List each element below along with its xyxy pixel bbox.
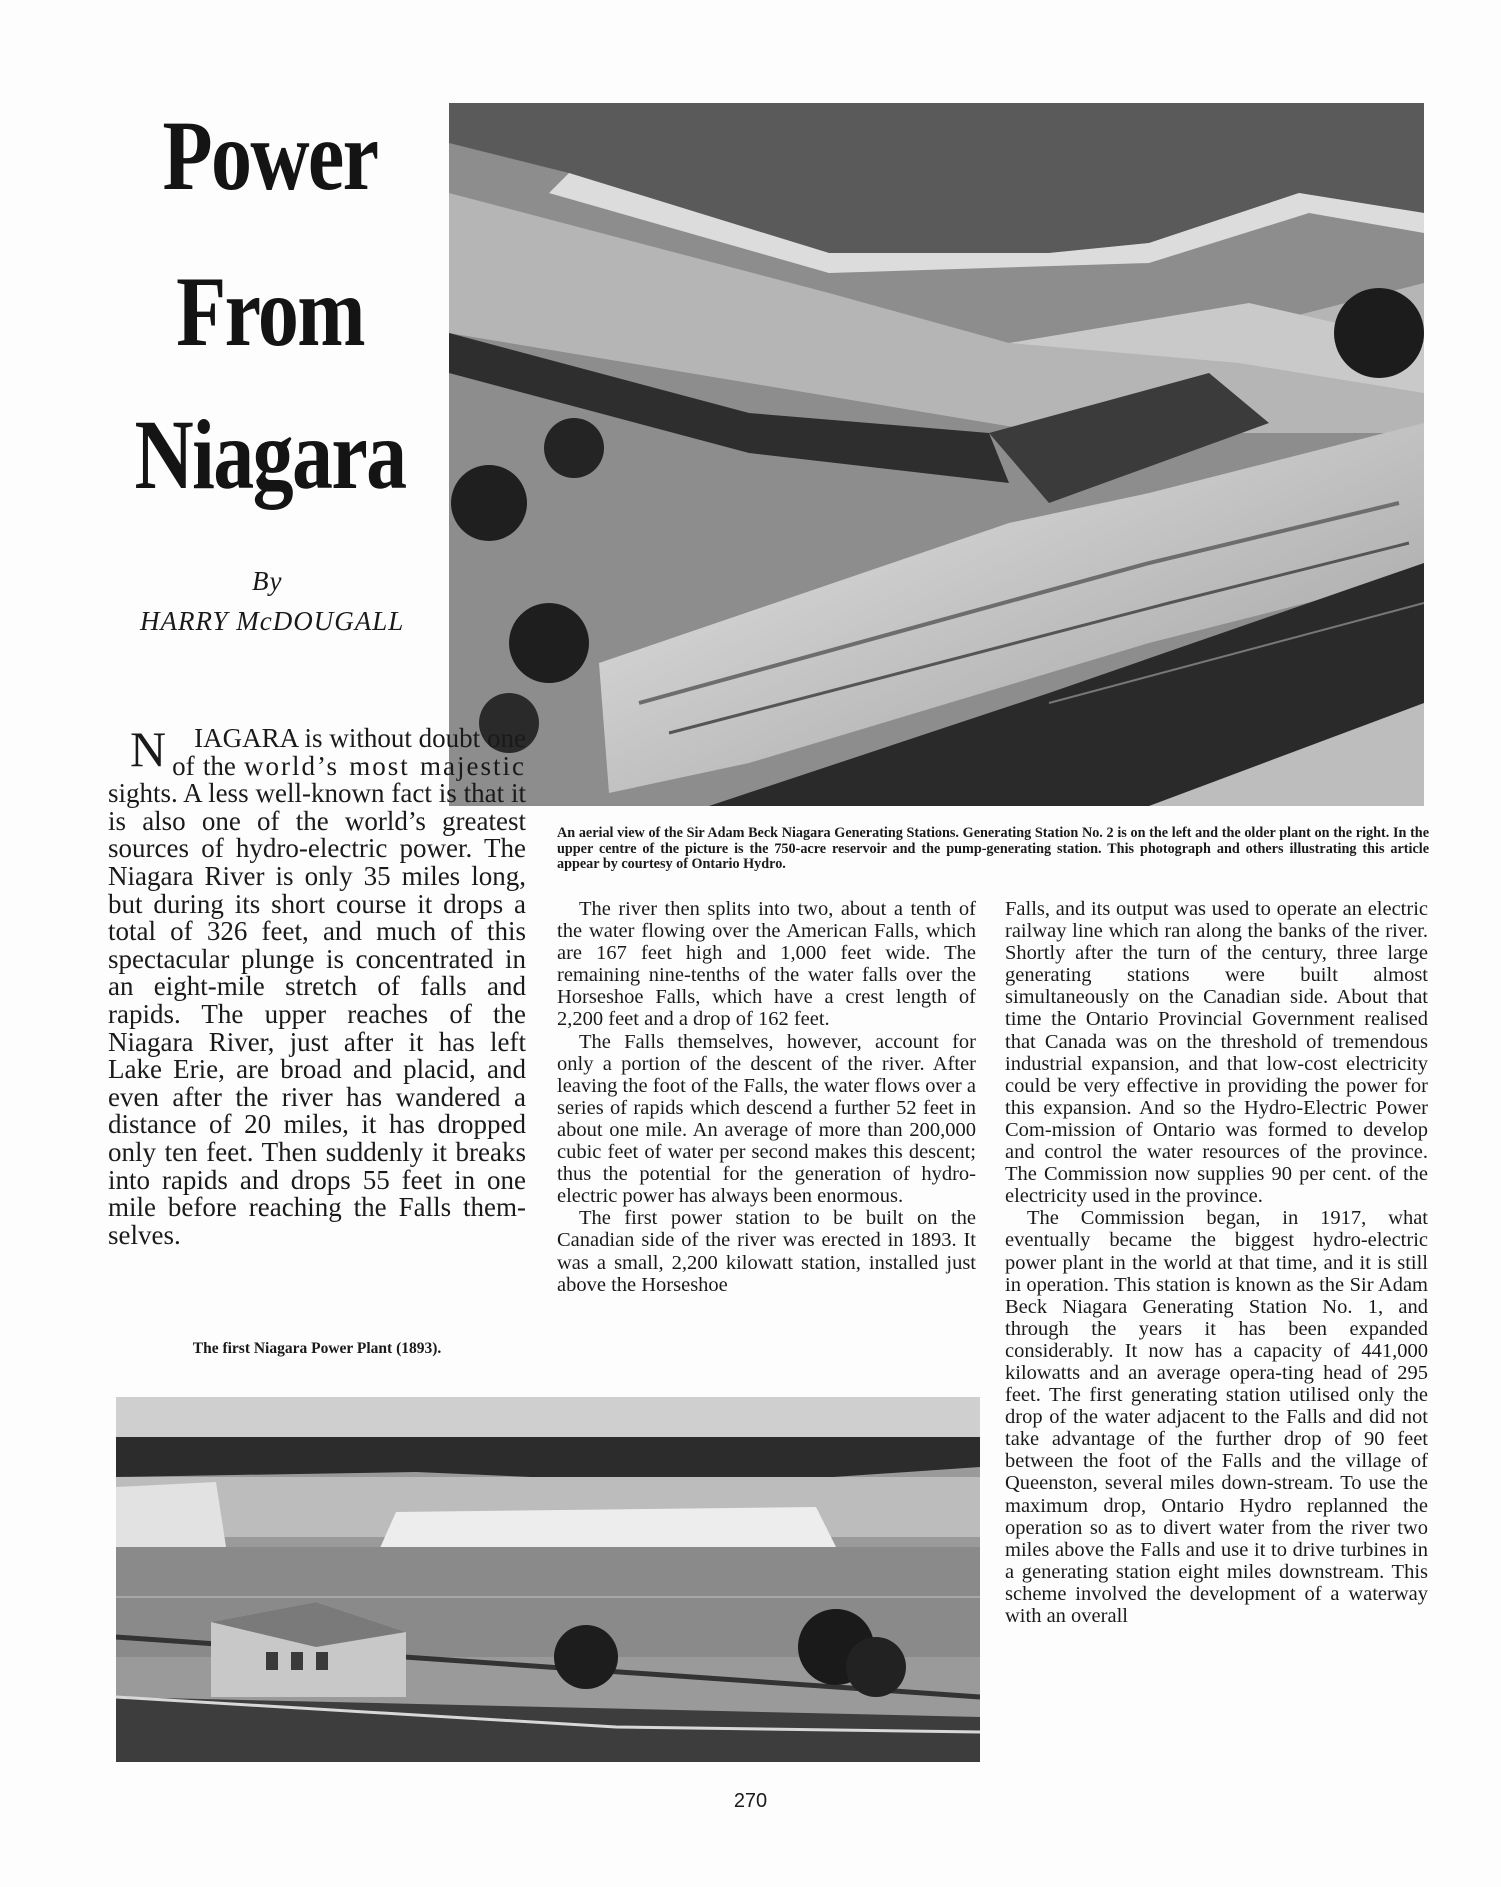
plant-caption: The first Niagara Power Plant (1893).	[192, 1340, 442, 1357]
byline-by: By	[252, 566, 283, 596]
intro-paragraph	[108, 721, 527, 1250]
paragraph: The Falls themselves, however, account for only a portion of the descent of the river. After leaving the foot of the Falls, the water flows over a series of rapids which descend a further 52 feet in about one mile. An average of more than 200,000 cubic feet of water per second makes this descent; thus the potential for the generation of hydro-electric power has always been enormous.	[557, 1030, 976, 1208]
page-number: 270	[733, 1790, 768, 1812]
column-2	[557, 898, 976, 1296]
drop-cap: N	[130, 721, 167, 777]
paragraph: The first power station to be built on the Canadian side of the river was erected in 1893. It was a small, 2,200 kilowatt station, installed just above the Horseshoe	[557, 1207, 976, 1296]
column-3	[1005, 898, 1428, 1627]
intro-line-2: doubt one of the	[172, 723, 526, 781]
byline-author: HARRY McDOUGALL	[140, 606, 405, 636]
title-line-3: Niagara	[134, 399, 406, 510]
intro-first-word: IAGARA	[194, 723, 298, 753]
paragraph: Falls, and its output was used to operate an electric railway line which ran along the banks of the river. Shortly after the turn of the century, three large generating stations were built almost simultaneously on the Canadian side. About that time the Ontario Provincial Government realised that Canada was on the threshold of tremendous industrial expansion, and that low-cost electricity could be very effective in providing the power for this expansion. And so the Hydro-Electric Power Com-mission of Ontario was formed to develop and control the water resources of the province. The Commission now supplies 90 per cent. of the electricity used in the province.	[1005, 898, 1428, 1208]
intro-line-4: sights. A less well-known	[108, 778, 385, 809]
paragraph: The river then splits into two, about a tenth of the water flowing over the American Falls, which are 167 feet high and 1,000 feet wide. The remaining nine-tenths of the water falls over the Horseshoe Falls, which have a crest length of 2,200 feet and a drop of 162 feet.	[557, 898, 976, 1031]
intro-column	[108, 721, 527, 1250]
aerial-photo	[449, 103, 1424, 806]
intro-line-1: is without	[304, 723, 412, 753]
aerial-caption: An aerial view of the Sir Adam Beck Niagara Generating Stations. Generating Station No. 2 is on the left and the older plant on the right. In the upper centre of the picture is the 750-acre reservoir and the pump-generating station. This photograph and others illustrating this article appear by courtesy of Ontario Hydro.	[557, 825, 1429, 872]
paragraph: The Commission began, in 1917, what eventually became the biggest hydro-electric power plant in the world at that time, and it is still in operation. This station is known as the Sir Adam Beck Niagara Generating Station No. 1, and through the years it has been expanded considerably. It now has a capacity of 441,000 kilowatts and an average opera-ting head of 295 feet. The first generating station utilised only the drop of the water adjacent to the Falls and did not take advantage of the further drop of 90 feet between the foot of the Falls and the village of Queenston, several miles down-stream. To use the maximum drop, Ontario Hydro replanned the operation so as to divert water from the river two miles above the Falls and use it to drive turbines in a generating station eight miles downstream. This scheme involved the development of a waterway with an overall	[1005, 1207, 1428, 1627]
title-line-1: Power	[162, 100, 378, 211]
intro-body: fact is that it is also one of the world’s greatest sources of hydro-electric power. The Niagara River is only 35 miles long, but during its short course it drops a total of 326 feet, and much of this spectacular plunge is concentrated in an eight-mile stretch of falls and rapids. The upper reaches of the Niagara River, just after it has left Lake Erie, are broad and placid, and even after the river has wandered a distance of 20 miles, it has dropped only ten feet. Then suddenly it breaks into rapids and drops 55 feet in one mile before reaching the Falls them-selves.	[108, 778, 527, 1250]
power-plant-photo	[116, 1397, 980, 1762]
intro-line-3: world’s most majestic	[244, 750, 526, 781]
title-line-2: From	[176, 256, 364, 367]
